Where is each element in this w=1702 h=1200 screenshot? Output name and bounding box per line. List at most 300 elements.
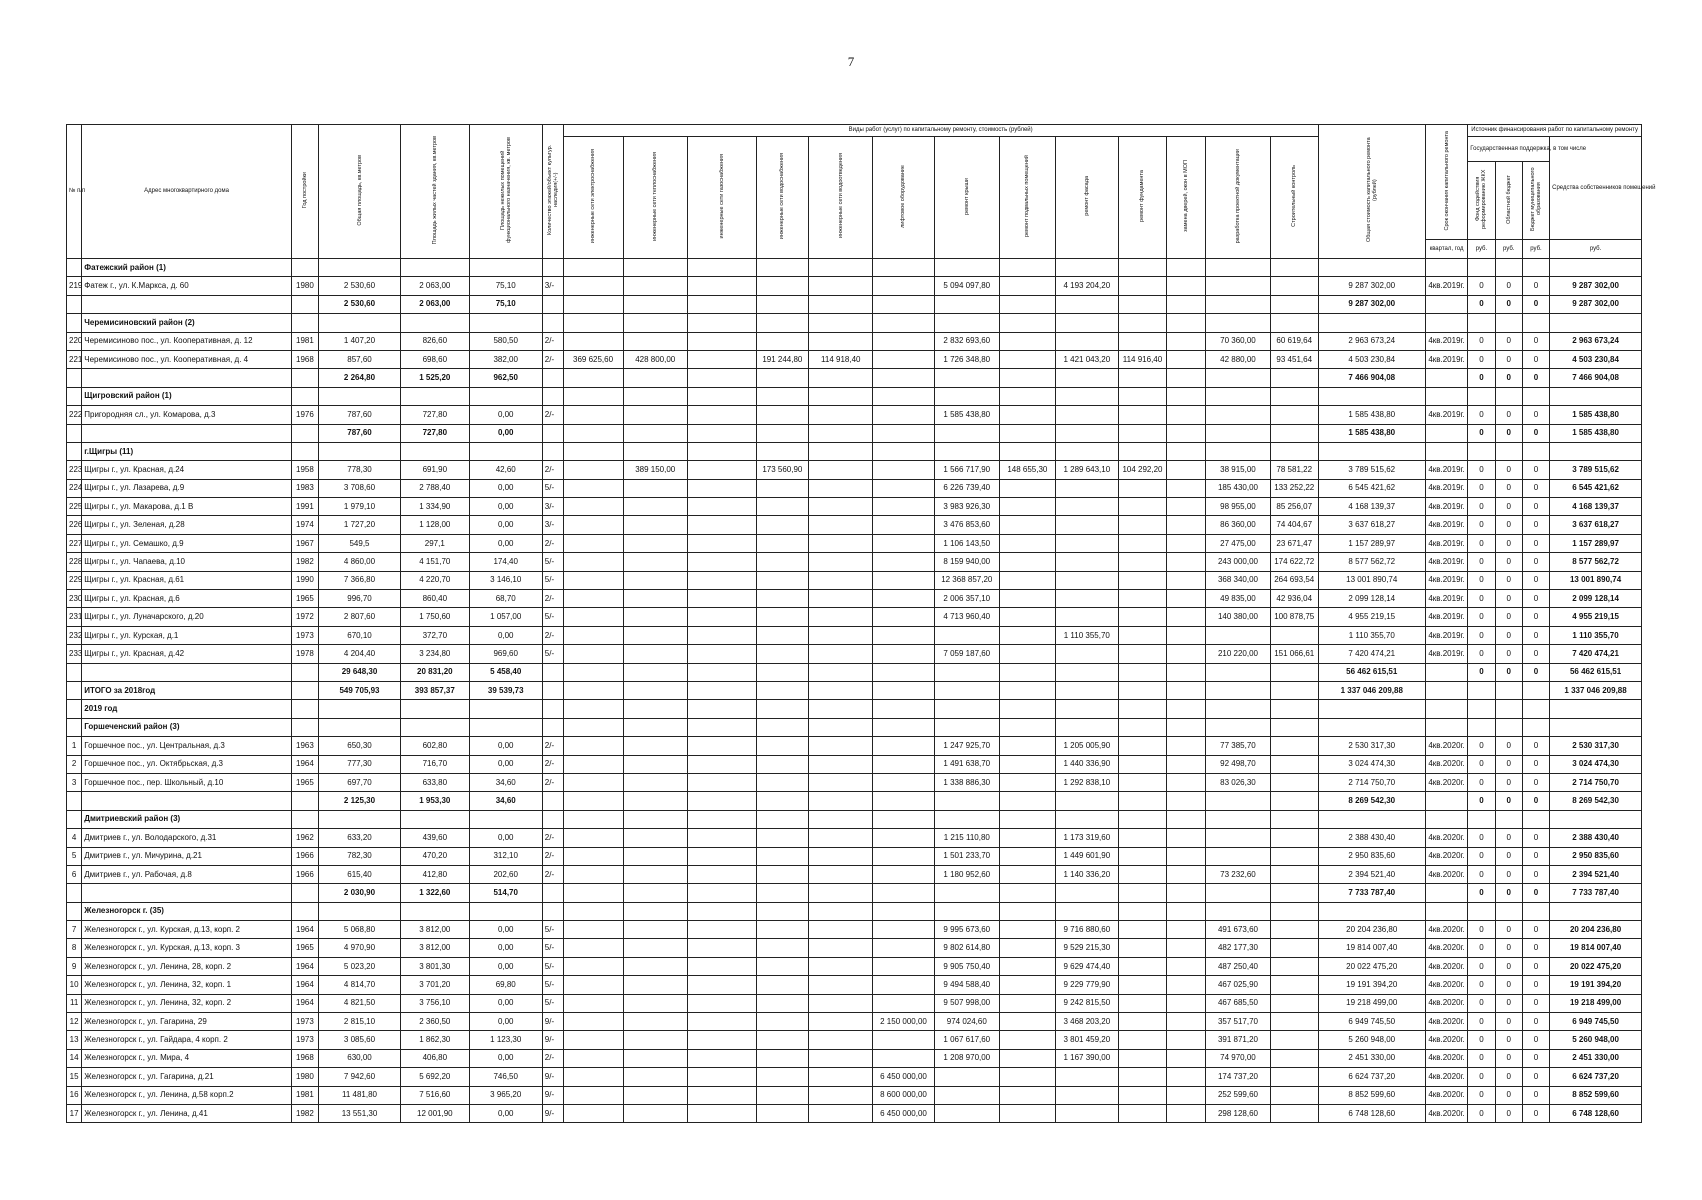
table-cell [1468,700,1495,718]
table-cell [1270,773,1318,791]
table-cell [563,700,623,718]
cell-own: 4 955 219,15 [1550,608,1642,626]
table-cell [563,479,623,497]
table-cell [1166,461,1205,479]
cell-design: 83 026,30 [1206,773,1270,791]
table-cell [1495,387,1522,405]
cell-own: 6 748 128,60 [1550,1104,1642,1122]
page-number: 7 [847,54,855,69]
table-cell [809,865,873,883]
cell-roof: 3 476 853,60 [934,516,999,534]
col-total-area: Общая площадь, кв.метров [319,125,401,259]
table-cell [809,608,873,626]
cell-f3: 0 [1522,663,1549,681]
subtotal-row [67,663,1642,681]
table-cell [400,700,469,718]
table-cell [1270,424,1318,442]
cell-year: 1983 [291,479,318,497]
table-cell [1118,1013,1166,1031]
cell-control: 264 693,54 [1270,571,1318,589]
cell-design: 49 835,00 [1206,590,1270,608]
table-cell [1468,718,1495,736]
cell-n: 5 [67,847,82,865]
cell-f3: 0 [1522,1031,1549,1049]
cell-f1: 0 [1468,773,1495,791]
cell-n: 232 [67,626,82,644]
table-cell [809,534,873,552]
table-cell [1206,700,1270,718]
cell-n: 8 [67,939,82,957]
cell-facade: 3 468 203,20 [1055,1013,1118,1031]
cell-addr: Железногорск г., ул. Ленина, 28, корп. 2 [82,957,292,975]
table-cell [756,534,808,552]
table-cell [623,424,687,442]
table-cell [1166,295,1205,313]
cell-addr: Щигры г., ул. Макарова, д.1 В [82,498,292,516]
table-cell [1118,314,1166,332]
table-cell [809,737,873,755]
table-cell [756,424,808,442]
cell-facade: 1 289 643,10 [1055,461,1118,479]
cell-living: 1 322,60 [400,884,469,902]
table-cell [1118,792,1166,810]
table-cell [82,663,292,681]
table-cell [1166,1104,1205,1122]
table-cell [563,939,623,957]
cell-living: 727,80 [400,406,469,424]
table-cell [623,1104,687,1122]
table-cell [1270,663,1318,681]
cell-f1: 0 [1468,608,1495,626]
table-cell [756,259,808,277]
cell-own: 19 191 394,20 [1550,976,1642,994]
cell-nonres: 0,00 [469,737,542,755]
table-cell [687,479,756,497]
cell-roof: 1 208 970,00 [934,1049,999,1067]
cell-nonres: 0,00 [469,939,542,957]
table-cell [687,534,756,552]
table-cell [1055,1086,1118,1104]
table-cell [1166,957,1205,975]
table-cell [809,479,873,497]
cell-own: 1 157 289,97 [1550,534,1642,552]
cell-fl: 2/- [542,829,563,847]
table-cell [809,755,873,773]
cell-sum: 1 337 046 209,88 [1318,681,1425,699]
table-cell [82,792,292,810]
cell-term: 4кв.2019г. [1425,590,1468,608]
table-cell [687,626,756,644]
cell-living: 3 801,30 [400,957,469,975]
cell-total: 29 648,30 [319,663,401,681]
cell-f1: 0 [1468,645,1495,663]
table-cell [1270,810,1318,828]
table-cell [873,645,934,663]
cell-nonres: 0,00 [469,479,542,497]
table-cell [291,681,318,699]
cell-f2: 0 [1495,516,1522,534]
cell-own: 3 024 474,30 [1550,755,1642,773]
table-cell [1118,1049,1166,1067]
cell-n: 228 [67,553,82,571]
table-cell [873,773,934,791]
cell-f2: 0 [1495,1086,1522,1104]
table-cell [542,810,563,828]
section-label: Дмитриевский район (3) [82,810,292,828]
table-cell [563,663,623,681]
cell-year: 1973 [291,1031,318,1049]
table-cell [756,1086,808,1104]
unit-rub: руб. [1468,240,1495,259]
table-cell [809,700,873,718]
table-cell [1425,369,1468,387]
cell-addr: Железногорск г., ул. Ленина, 32, корп. 1 [82,976,292,994]
cell-f1: 0 [1468,755,1495,773]
table-cell [563,259,623,277]
cell-f3: 0 [1522,737,1549,755]
table-cell [873,810,934,828]
table-cell [1118,700,1166,718]
table-cell [1118,921,1166,939]
col-municipal: Бюджет муниципального образования [1522,162,1549,240]
cell-own: 8 852 599,60 [1550,1086,1642,1104]
table-cell [1270,295,1318,313]
cell-term: 4кв.2020г. [1425,847,1468,865]
cell-total: 1 979,10 [319,498,401,516]
table-cell [809,681,873,699]
table-cell [623,810,687,828]
table-cell [291,663,318,681]
cell-term: 4кв.2020г. [1425,737,1468,755]
table-cell [1206,424,1270,442]
table-cell [319,902,401,920]
table-row [67,608,1642,626]
cell-f1: 0 [1468,976,1495,994]
cell-nonres: 39 539,73 [469,681,542,699]
table-cell [1118,865,1166,883]
cell-found: 104 292,20 [1118,461,1166,479]
table-cell [1206,792,1270,810]
table-cell [563,773,623,791]
table-cell [542,295,563,313]
cell-sum: 6 748 128,60 [1318,1104,1425,1122]
cell-living: 12 001,90 [400,1104,469,1122]
cell-n: 223 [67,461,82,479]
col-work-gas: инженерные сети газоснабжения [687,137,756,259]
table-cell [687,259,756,277]
cell-f2: 0 [1495,479,1522,497]
table-cell [67,884,82,902]
table-cell [1206,295,1270,313]
table-cell [1206,626,1270,644]
cell-sum: 4 955 219,15 [1318,608,1425,626]
cell-addr: Дмитриев г., ул. Рабочая, д.8 [82,865,292,883]
table-cell [1055,369,1118,387]
table-cell [1270,957,1318,975]
table-row [67,626,1642,644]
table-cell [291,902,318,920]
table-cell [1000,1104,1056,1122]
table-cell [1206,387,1270,405]
cell-own: 2 950 835,60 [1550,847,1642,865]
table-cell [756,479,808,497]
cell-term: 4кв.2020г. [1425,1104,1468,1122]
table-cell [873,461,934,479]
table-cell [934,295,999,313]
cell-addr: Щигры г., ул. Красная, д.24 [82,461,292,479]
table-cell [563,461,623,479]
cell-sum: 1 585 438,80 [1318,424,1425,442]
table-cell [756,498,808,516]
cell-sum: 20 204 236,80 [1318,921,1425,939]
table-cell [1425,700,1468,718]
cell-f2: 0 [1495,829,1522,847]
cell-roof: 1 726 348,80 [934,350,999,368]
table-cell [1206,277,1270,295]
cell-own: 19 218 499,00 [1550,994,1642,1012]
table-cell [934,700,999,718]
cell-term: 4кв.2020г. [1425,865,1468,883]
cell-sum: 2 950 835,60 [1318,847,1425,865]
cell-sum: 3 637 618,27 [1318,516,1425,534]
cell-facade: 3 801 459,20 [1055,1031,1118,1049]
table-row [67,1068,1642,1086]
cell-design: 185 430,00 [1206,479,1270,497]
cell-fl: 2/- [542,865,563,883]
cell-own: 2 963 673,24 [1550,332,1642,350]
table-cell [563,442,623,460]
cell-water: 191 244,80 [756,350,808,368]
table-cell [623,295,687,313]
table-cell [809,976,873,994]
col-work-foundation: ремонт фундамента [1118,137,1166,259]
cell-n: 221 [67,350,82,368]
table-cell [1118,1068,1166,1086]
cell-nonres: 0,00 [469,626,542,644]
cell-sum: 4 503 230,84 [1318,350,1425,368]
cell-own: 2 388 430,40 [1550,829,1642,847]
table-cell [1495,314,1522,332]
table-cell [1000,442,1056,460]
table-cell [67,663,82,681]
subtotal-row [67,792,1642,810]
cell-total: 7 942,60 [319,1068,401,1086]
table-cell [809,645,873,663]
table-cell [1118,645,1166,663]
cell-f3: 0 [1522,571,1549,589]
cell-f1: 0 [1468,737,1495,755]
cell-f3: 0 [1522,332,1549,350]
cell-f2: 0 [1495,663,1522,681]
cell-addr: Железногорск г., ул. Курская, д.13, корп. 2 [82,921,292,939]
table-cell [756,314,808,332]
cell-own: 2 714 750,70 [1550,773,1642,791]
table-cell [563,884,623,902]
cell-own: 1 337 046 209,88 [1550,681,1642,699]
cell-addr: Щигры г., ул. Зеленая, д.28 [82,516,292,534]
table-cell [469,259,542,277]
table-cell [809,829,873,847]
table-cell [873,1049,934,1067]
cell-own: 19 814 007,40 [1550,939,1642,957]
table-cell [1000,314,1056,332]
table-cell [809,773,873,791]
table-cell [1118,1086,1166,1104]
table-cell [1166,773,1205,791]
table-cell [1055,534,1118,552]
table-cell [1270,939,1318,957]
cell-sum: 6 624 737,20 [1318,1068,1425,1086]
table-cell [623,645,687,663]
table-cell [809,406,873,424]
table-cell [1270,442,1318,460]
table-row [67,1013,1642,1031]
cell-nonres: 0,00 [469,921,542,939]
col-regional: Областной бюджет [1495,162,1522,240]
table-cell [1166,498,1205,516]
cell-own: 20 022 475,20 [1550,957,1642,975]
cell-n: 1 [67,737,82,755]
cell-nonres: 0,00 [469,957,542,975]
table-cell [563,295,623,313]
cell-f1: 0 [1468,332,1495,350]
col-work-sewer: инженерные сети водоотведения [809,137,873,259]
table-cell [1318,700,1425,718]
cell-own: 4 168 139,37 [1550,498,1642,516]
cell-f3: 0 [1522,847,1549,865]
cell-f2: 0 [1495,332,1522,350]
cell-n: 10 [67,976,82,994]
cell-total: 787,60 [319,406,401,424]
table-cell [1055,681,1118,699]
table-cell [1270,1031,1318,1049]
table-row [67,332,1642,350]
table-cell [1055,424,1118,442]
cell-own: 2 451 330,00 [1550,1049,1642,1067]
cell-nonres: 174,40 [469,553,542,571]
cell-own: 6 545 421,62 [1550,479,1642,497]
cell-f2: 0 [1495,498,1522,516]
table-cell [1055,387,1118,405]
table-cell [1166,369,1205,387]
table-cell [563,792,623,810]
table-cell [291,295,318,313]
table-cell [623,534,687,552]
cell-roof: 9 995 673,60 [934,921,999,939]
section-row [67,810,1642,828]
cell-year: 1968 [291,350,318,368]
section-label: 2019 год [82,700,292,718]
section-row [67,314,1642,332]
cell-facade: 1 167 390,00 [1055,1049,1118,1067]
cell-facade: 9 529 215,30 [1055,939,1118,957]
table-cell [687,553,756,571]
table-cell [400,314,469,332]
table-cell [687,700,756,718]
cell-fl: 3/- [542,516,563,534]
cell-total: 670,10 [319,626,401,644]
subtotal-row [67,295,1642,313]
cell-nonres: 0,00 [469,755,542,773]
cell-living: 20 831,20 [400,663,469,681]
cell-lift: 8 600 000,00 [873,1086,934,1104]
cell-year: 1978 [291,645,318,663]
table-cell [756,847,808,865]
table-cell [1270,847,1318,865]
cell-f3: 0 [1522,645,1549,663]
cell-f1: 0 [1468,1086,1495,1104]
cell-roof: 1 180 952,60 [934,865,999,883]
table-cell [542,700,563,718]
table-cell [1000,350,1056,368]
table-cell [873,976,934,994]
cell-n: 17 [67,1104,82,1122]
cell-sum: 56 462 615,51 [1318,663,1425,681]
cell-nonres: 75,10 [469,277,542,295]
table-cell [1000,700,1056,718]
table-cell [934,902,999,920]
cell-own: 3 789 515,62 [1550,461,1642,479]
table-cell [623,1013,687,1031]
table-cell [1000,976,1056,994]
cell-term: 4кв.2020г. [1425,1049,1468,1067]
table-cell [67,810,82,828]
unit-term: квартал, год [1425,240,1468,259]
table-cell [1318,442,1425,460]
cell-nonres: 3 965,20 [469,1086,542,1104]
table-cell [687,1086,756,1104]
cell-fl: 2/- [542,755,563,773]
cell-fl: 5/- [542,994,563,1012]
cell-addr: Щигры г., ул. Красная, д.42 [82,645,292,663]
cell-year: 1964 [291,994,318,1012]
cell-sum: 5 260 948,00 [1318,1031,1425,1049]
table-cell [1166,1049,1205,1067]
cell-f2: 0 [1495,369,1522,387]
table-cell [542,442,563,460]
cell-f2: 0 [1495,755,1522,773]
cell-sum: 2 714 750,70 [1318,773,1425,791]
table-cell [809,259,873,277]
table-cell [1118,498,1166,516]
table-cell [1166,902,1205,920]
table-cell [809,626,873,644]
cell-fl: 9/- [542,1031,563,1049]
cell-f1: 0 [1468,590,1495,608]
cell-facade: 9 242 815,50 [1055,994,1118,1012]
table-cell [1055,590,1118,608]
table-cell [934,387,999,405]
table-cell [623,755,687,773]
cell-roof: 9 507 998,00 [934,994,999,1012]
table-cell [687,957,756,975]
table-cell [542,902,563,920]
table-cell [1118,590,1166,608]
table-cell [873,939,934,957]
table-cell [1166,681,1205,699]
table-cell [687,1013,756,1031]
table-row [67,645,1642,663]
cell-living: 4 220,70 [400,571,469,589]
cell-design: 210 220,00 [1206,645,1270,663]
table-cell [1550,314,1642,332]
table-cell [1118,406,1166,424]
table-cell [687,571,756,589]
table-cell [1055,1068,1118,1086]
table-body [67,259,1642,1123]
table-cell [756,718,808,736]
cell-roof: 12 368 857,20 [934,571,999,589]
